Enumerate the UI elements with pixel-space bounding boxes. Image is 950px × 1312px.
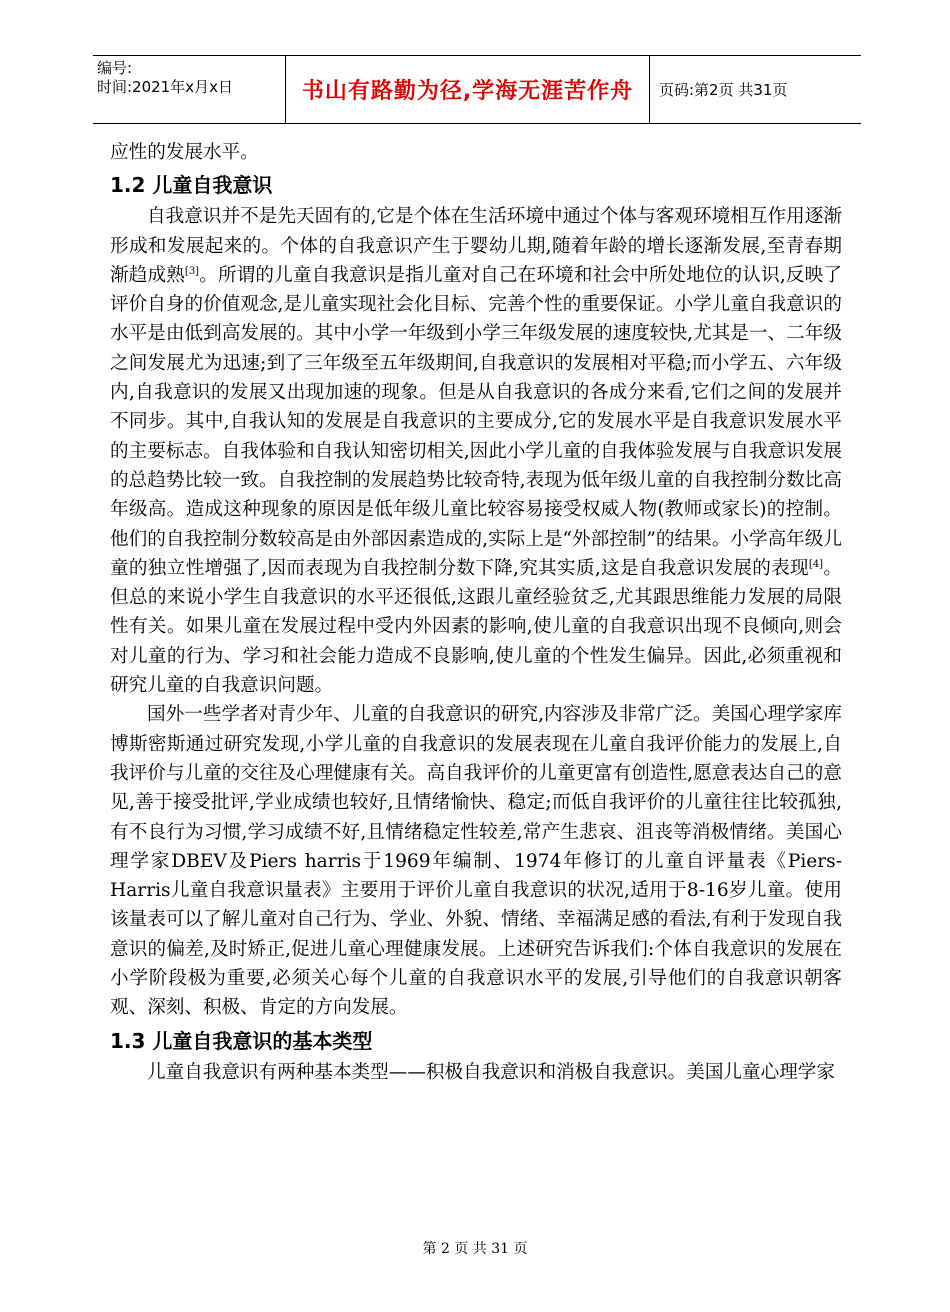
paragraph-self-awareness [110, 202, 842, 700]
header-number-label: 编号: [97, 59, 133, 77]
header-time-label: 时间:2021年x月x日 [97, 78, 233, 96]
section-heading-1-3: 1.3 儿童自我意识的基本类型 [110, 1028, 373, 1053]
header-page-label: 页码:第2页 共31页 [659, 81, 788, 99]
paragraph-basic-types: 儿童自我意识有两种基本类型——积极自我意识和消极自我意识。美国儿童心理学家 [147, 1061, 835, 1083]
paragraph-foreign-research: 国外一些学者对青少年、儿童的自我意识的研究,内容涉及非常广泛。美国心理学家库博斯密斯通过研究发现,小学儿童的自我意识的发展表现在儿童自我评价能力的发展上,自我评价与儿童的交往及心理健康有关。高自我评价的儿童更富有创造性,愿意表达自己的意见,善于接受批评,学业成绩也较好,且情绪愉快、稳定;而低自我评价的儿童往往比较孤独,有不良行为习惯,学习成绩不好,且情绪稳定性较差,常产生悲哀、沮丧等消极情绪。美国心理学家DBEV及Piers harris于1969年编制、1974年修订的儿童自评量表《Piers-Harris儿童自我意识量表》主要用于评价儿童自我意识的状况,适用于8-16岁儿童。使用该量表可以了解儿童对自己行为、学业、外貌、情绪、幸福满足感的看法,有利于发现自我意识的偏差,及时矫正,促进儿童心理健康发展。上述研究告诉我们:个体自我意识的发展在小学阶段极为重要,必须关心每个儿童的自我意识水平的发展,引导他们的自我意识朝客观、深刻、积极、肯定的方向发展。 [110, 704, 842, 1019]
paragraph-text: 自我意识并不是先天固有的,它是个体在生活环境中通过个体与客观环境相互作用逐渐形成和发展起来的。个体的自我意识产生于婴幼儿期,随着年龄的增长逐渐发展,至青春期渐趋成熟 [110, 206, 842, 286]
header-meta [97, 59, 233, 97]
citation-ref: [4] [808, 558, 824, 570]
paragraph-text: 。所谓的儿童自我意识是指儿童对自己在环境和社会中所处地位的认识,反映了评价自身的价值观念,是儿童实现社会化目标、完善个性的重要保证。小学儿童自我意识的水平是由低到高发展的。其中小学一年级到小学三年级发展的速度较快,尤其是一、二年级之间发展尤为迅速;到了三年级至五年级期间,自我意识的发展相对平稳;而小学五、六年级内,自我意识的发展又出现加速的现象。但是从自我意识的各成分来看,它们之间的发展并不同步。其中,自我认知的发展是自我意识的主要成分,它的发展水平是自我意识发展水平的主要标志。自我体验和自我认知密切相关,因此小学儿童的自我体验发展与自我意识发展的总趋势比较一致。自我控制的发展趋势比较奇特,表现为低年级儿童的自我控制分数比高年级高。造成这种现象的原因是低年级儿童比较容易接受权威人物(教师或家长)的控制。他们的自我控制分数较高是由外部因素造成的,实际上是“外部控制”的结果。小学高年级儿童的独立性增强了,因而表现为自我控制分数下降,究其实质,这是自我意识发展的表现 [110, 264, 842, 579]
page-header [93, 55, 861, 124]
paragraph-text: 。但总的来说小学生自我意识的水平还很低,这跟儿童经验贫乏,尤其跟思维能力发展的局限性有关。如果儿童在发展过程中受内外因素的影响,使儿童的自我意识出现不良倾向,则会对儿童的行为、学习和社会能力造成不良影响,使儿童的个性发生偏异。因此,必须重视和研究儿童的自我意识问题。 [110, 557, 842, 697]
document-body [110, 138, 842, 1087]
citation-ref: [3] [184, 265, 200, 277]
section-heading-1-2: 1.2 儿童自我意识 [110, 173, 273, 198]
page-footer: 第 2 页 共 31 页 [422, 1241, 528, 1257]
paragraph-continuation: 应性的发展水平。 [110, 142, 259, 163]
header-motto: 书山有路勤为径,学海无涯苦作舟 [285, 56, 650, 123]
